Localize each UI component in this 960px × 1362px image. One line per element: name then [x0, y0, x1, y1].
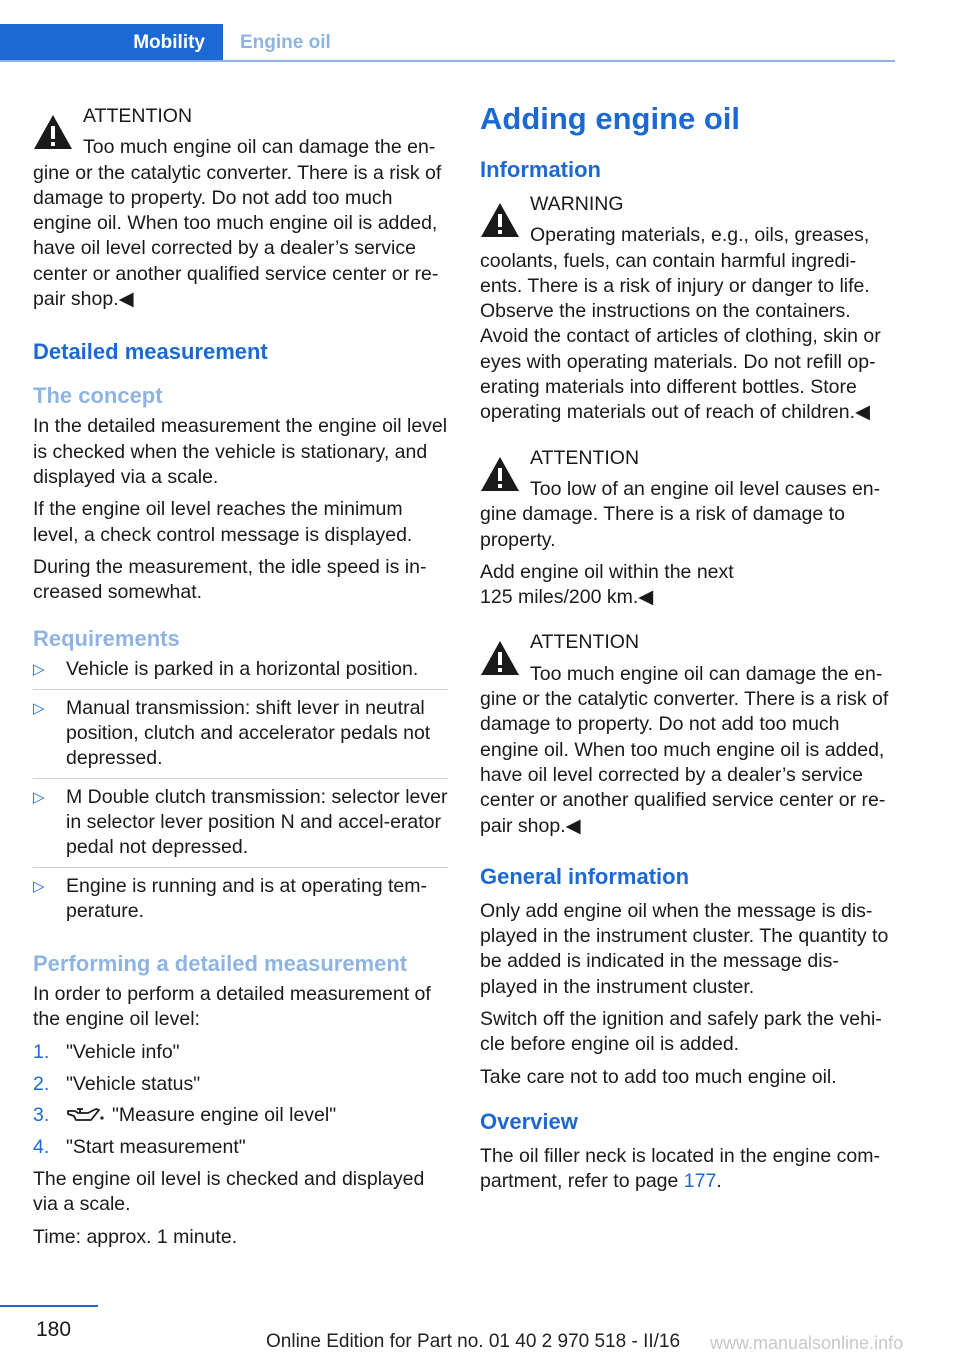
performing-intro: In order to perform a detailed measurement of the engine oil level: — [33, 983, 431, 1031]
page-reference-link[interactable]: 177 — [683, 1170, 717, 1193]
attention-text: gine damage. There is a risk of damage to property. — [480, 503, 845, 551]
list-item: 4. "Start measurement" — [33, 1136, 246, 1159]
performing-time: Time: approx. 1 minute. — [33, 1225, 238, 1248]
list-item: ▷ Vehicle is parked in a horizontal position. — [33, 657, 448, 689]
warning-label: WARNING — [530, 193, 624, 215]
list-item: ▷ Manual transmission: shift lever in neutral position, clutch and accelerator pedals not depressed. — [33, 696, 448, 779]
right-column — [480, 100, 895, 1202]
information-heading: Information — [480, 157, 601, 182]
concept-paragraph-1: In the detailed measurement the engine oil level is checked when the vehicle is stationary, and displayed via a scale. — [33, 415, 448, 488]
attention-block — [480, 446, 895, 611]
requirements-heading: Requirements — [33, 626, 180, 652]
warning-text: coolants, fuels, can contain harmful ingredi-ents. There is a risk of injury or danger to life. Observe the instructions on the containers. Avoid the contact of articles of clothing, skin or eyes with operating materials. Do not refill op-erating materials into different bottles. Store operating materials out of reach of children.◀ — [480, 249, 881, 424]
general-paragraph-1: Only add engine oil when the message is dis-played in the instrument cluster. The quantity to be added is indicated in the message dis-played in the instrument cluster. — [480, 899, 889, 998]
attention-text: gine or the catalytic converter. There is a risk of damage to property. Do not add too much engine oil. When too much engine oil is added, have oil level corrected by a dealer’s service center or another qualified service center or re-pair shop.◀ — [33, 161, 442, 311]
overview-heading: Overview — [480, 1108, 578, 1134]
warning-triangle-icon — [480, 640, 520, 676]
steps-list — [33, 1040, 448, 1161]
attention-block — [33, 104, 448, 312]
attention-label: ATTENTION — [83, 105, 193, 127]
oil-can-icon — [66, 1104, 106, 1124]
list-item: 1. "Vehicle info" — [33, 1040, 180, 1063]
attention-label: ATTENTION — [530, 631, 640, 654]
edition-text: Online Edition for Part no. 01 40 2 970 518 - II/16 — [266, 1331, 681, 1352]
attention-label: ATTENTION — [530, 446, 640, 469]
attention-first-line: Too much engine oil can damage the en- — [83, 136, 436, 159]
general-information-heading: General information — [480, 863, 690, 889]
requirements-list — [33, 657, 448, 930]
list-item: 3. "Measure engine oil level" — [33, 1104, 337, 1127]
page-number: 180 — [36, 1318, 72, 1341]
concept-paragraph-3: During the measurement, the idle speed is in-creased somewhat. — [33, 555, 427, 604]
watermark-text: www.manualsonline.info — [710, 1333, 904, 1353]
detailed-measurement-heading: Detailed measurement — [33, 339, 268, 365]
triangle-bullet-icon: ▷ — [33, 699, 45, 717]
section-tab: Mobility — [0, 24, 223, 61]
subsection-tab: Engine oil — [223, 24, 895, 61]
list-item: ▷ M Double clutch transmission: selector lever in selector lever position N and accel-erator pedal not depressed. — [33, 785, 448, 868]
attention-first-line: Too much engine oil can damage the en- — [530, 662, 883, 685]
triangle-bullet-icon: ▷ — [33, 661, 45, 679]
footer-rule — [0, 1305, 98, 1307]
general-paragraph-3: Take care not to add too much engine oil. — [480, 1065, 837, 1088]
general-paragraph-2: Switch off the ignition and safely park the vehi-cle before engine oil is added. — [480, 1008, 882, 1056]
performing-measurement-heading: Performing a detailed measurement — [33, 951, 408, 977]
attention-first-line: Too low of an engine oil level causes en- — [530, 477, 881, 500]
warning-triangle-icon — [480, 202, 520, 238]
header-rule — [0, 60, 895, 62]
left-column — [33, 100, 448, 1257]
overview-paragraph: The oil filler neck is located in the engine com-partment, refer to page 177. — [480, 1144, 880, 1193]
list-item: ▷ Engine is running and is at operating tem-perature. — [33, 874, 427, 922]
warning-first-line: Operating materials, e.g., oils, greases, — [530, 224, 870, 247]
triangle-bullet-icon: ▷ — [33, 877, 45, 895]
warning-triangle-icon — [33, 114, 73, 150]
performing-result: The engine oil level is checked and displayed via a scale. — [33, 1167, 425, 1216]
adding-engine-oil-title: Adding engine oil — [480, 101, 741, 136]
concept-paragraph-2: If the engine oil level reaches the minimum level, a check control message is displayed. — [33, 498, 413, 546]
attention-block — [480, 630, 895, 838]
warning-triangle-icon — [480, 456, 520, 492]
triangle-bullet-icon: ▷ — [33, 788, 45, 806]
concept-heading: The concept — [33, 383, 163, 409]
warning-block — [480, 192, 895, 426]
list-item: 2. "Vehicle status" — [33, 1072, 201, 1095]
attention-extra: Add engine oil within the next 125 miles/200 km.◀ — [480, 560, 734, 609]
attention-text: gine or the catalytic converter. There is a risk of damage to property. Do not add too much engine oil. When too much engine oil is added, have oil level corrected by a dealer’s service center or another qualified service center or re-pair shop.◀ — [480, 688, 889, 837]
page-header — [0, 24, 895, 62]
